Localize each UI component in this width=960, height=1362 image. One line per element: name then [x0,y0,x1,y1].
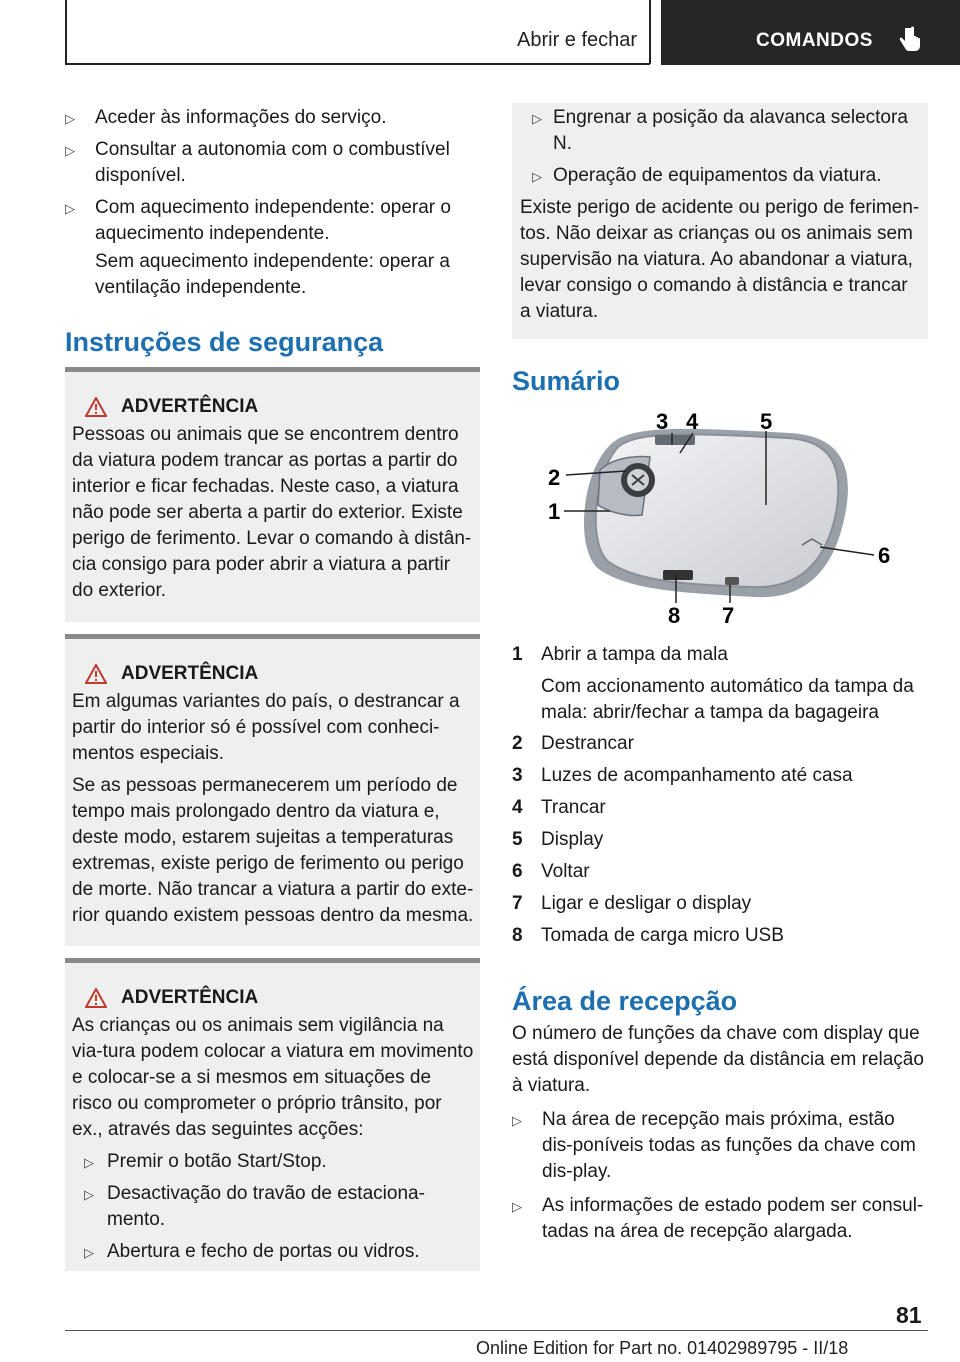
list-item [520,105,922,157]
list-item [512,1107,928,1185]
legend-number: 4 [512,797,523,818]
page-number: 81 [896,1302,922,1328]
legend-number: 7 [512,893,523,914]
legend-item [512,795,606,821]
legend-number: 8 [512,925,523,946]
footer-edition: Online Edition for Part no. 01402989795 - II/18 [476,1338,849,1358]
bullet-triangle-icon: ▷ [84,1245,94,1260]
warning-triangle-icon [85,664,107,684]
list-item-text: Abertura e fecho de portas ou vidros. [107,1241,420,1262]
bullet-triangle-icon: ▷ [65,201,75,216]
section-heading-summary: Sumário [512,366,621,396]
callout-6: 6 [878,543,891,568]
list-item [65,137,480,189]
list-item-text: Desactivação do travão de estaciona-mento. [107,1183,425,1230]
key-fob-illustration [540,405,900,635]
legend-text: Abrir a tampa da mala [541,644,728,665]
legend-item [512,827,603,853]
list-item [72,1239,474,1265]
list-item-text: Operação de equipamentos da viatura. [553,165,882,186]
warning-title [72,394,474,420]
header-bottom-rule [65,63,650,65]
bullet-triangle-icon: ▷ [512,1113,522,1128]
list-item-text: Na área de recepção mais próxima, estão dis-poníveis todas as funções da chave com dis-play. [542,1109,916,1182]
callout-7: 7 [722,603,735,628]
legend-text: Destrancar [541,733,634,754]
legend-item [512,642,728,668]
warning-text: Se as pessoas permanecerem um período de tempo mais prolongado dentro da viatura e, deste modo, estarem sujeitas a temperaturas extremas, existe perigo de ferimento ou perigo de morte. Não trancar a viatura a partir do exte-rior quando existem pessoas dentro da mesma. [72,775,474,926]
legend-item [512,923,784,949]
warning-text: Em algumas variantes do país, o destrancar a partir do interior só é possível com conheci-mentos especiais. [72,691,460,764]
legend-item [512,674,928,726]
list-item-text: Consultar a autonomia com o combustível disponível. [95,139,450,186]
legend-text: Com accionamento automático da tampa da mala: abrir/fechar a tampa da bagageira [541,676,914,723]
chapter-label: COMANDOS [756,30,873,51]
legend-text: Voltar [541,861,590,882]
legend-text: Tomada de carga micro USB [541,925,784,946]
bullet-triangle-icon: ▷ [84,1187,94,1202]
list-item-text: Aceder às informações do serviço. [95,107,387,128]
bullet-triangle-icon: ▷ [512,1199,522,1214]
list-item-text: Engrenar a posição da alavanca selectora N. [553,107,908,154]
list-item [72,1181,474,1233]
legend-number: 5 [512,829,523,850]
bullet-triangle-icon: ▷ [84,1155,94,1170]
warning-box [65,634,480,946]
list-item [512,1193,928,1245]
legend-text: Display [541,829,604,850]
chapter-tab[interactable] [661,0,960,65]
legend-text: Luzes de acompanhamento até casa [541,765,853,786]
footer-rule [65,1330,928,1331]
legend-item [512,763,853,789]
warning-title-text: ADVERTÊNCIA [121,987,259,1008]
warning-box [65,367,480,622]
legend-item [512,891,751,917]
legend-number: 2 [512,733,523,754]
list-item-text: As informações de estado podem ser consul-tadas na área de recepção alargada. [542,1195,924,1242]
warning-box [65,958,480,1271]
legend-text: Ligar e desligar o display [541,893,752,914]
header-separator [649,0,651,64]
list-item-text: Premir o botão Start/Stop. [107,1151,327,1172]
legend-number [512,674,541,726]
bullet-triangle-icon: ▷ [65,111,75,126]
legend-number: 1 [512,644,523,665]
warning-text: As crianças ou os animais sem vigilância na via-tura podem colocar a viatura em movimento e colocar-se a si mesmos em situações de risco ou comprometer o próprio trânsito, por ex., através das seguintes acções: [72,1015,474,1140]
list-item [72,1149,474,1175]
legend-text: Trancar [541,797,606,818]
legend-number: 3 [512,765,523,786]
warning-triangle-icon [85,988,107,1008]
list-item-text: Com aquecimento independente: operar o aquecimento independente. [95,197,451,244]
intro-list [65,105,480,307]
callout-1: 1 [548,499,561,524]
bullet-triangle-icon: ▷ [532,169,542,184]
callout-4: 4 [686,409,699,434]
callout-5: 5 [760,409,773,434]
warning-continuation-box [512,103,928,339]
legend-number: 6 [512,861,523,882]
warning-triangle-icon [85,397,107,417]
section-heading-safety: Instruções de segurança [65,327,384,357]
section-title: Abrir e fechar [517,29,638,51]
list-item [65,195,480,247]
list-item [65,105,480,131]
hand-pointer-icon [899,26,921,52]
callout-8: 8 [668,603,681,628]
warning-title [72,985,474,1011]
header-left-rule [65,0,67,64]
list-item [520,163,922,189]
warning-text: Pessoas ou animais que se encontrem dentro da viatura podem trancar as portas a partir do interior e ficar fechadas. Neste caso, a viatura não pode ser aberta a partir do exterior. Existe perigo de ferimento. Levar o comando à distân-cia consigo para poder abrir a viatura a partir do exterior. [72,424,472,601]
warning-title-text: ADVERTÊNCIA [121,663,259,684]
legend-item [512,731,634,757]
bullet-triangle-icon: ▷ [65,143,75,158]
section-heading-reception: Área de recepção [512,986,738,1016]
callout-3: 3 [656,409,669,434]
list-item-continuation: Sem aquecimento independente: operar a ventilação independente. [95,251,450,298]
legend-item [512,859,590,885]
reception-section [512,1021,928,1251]
warning-title-text: ADVERTÊNCIA [121,396,259,417]
warning-text: Existe perigo de acidente ou perigo de ferimen-tos. Não deixar as crianças ou os animais sem supervisão na viatura. Ao abandonar a viatura, levar consigo o comando à distância e trancar a viatura. [520,197,920,322]
reception-text: O número de funções da chave com display que está disponível depende da distância em relação à viatura. [512,1023,924,1096]
warning-title [72,661,474,687]
callout-2: 2 [548,465,561,490]
bullet-triangle-icon: ▷ [532,111,542,126]
